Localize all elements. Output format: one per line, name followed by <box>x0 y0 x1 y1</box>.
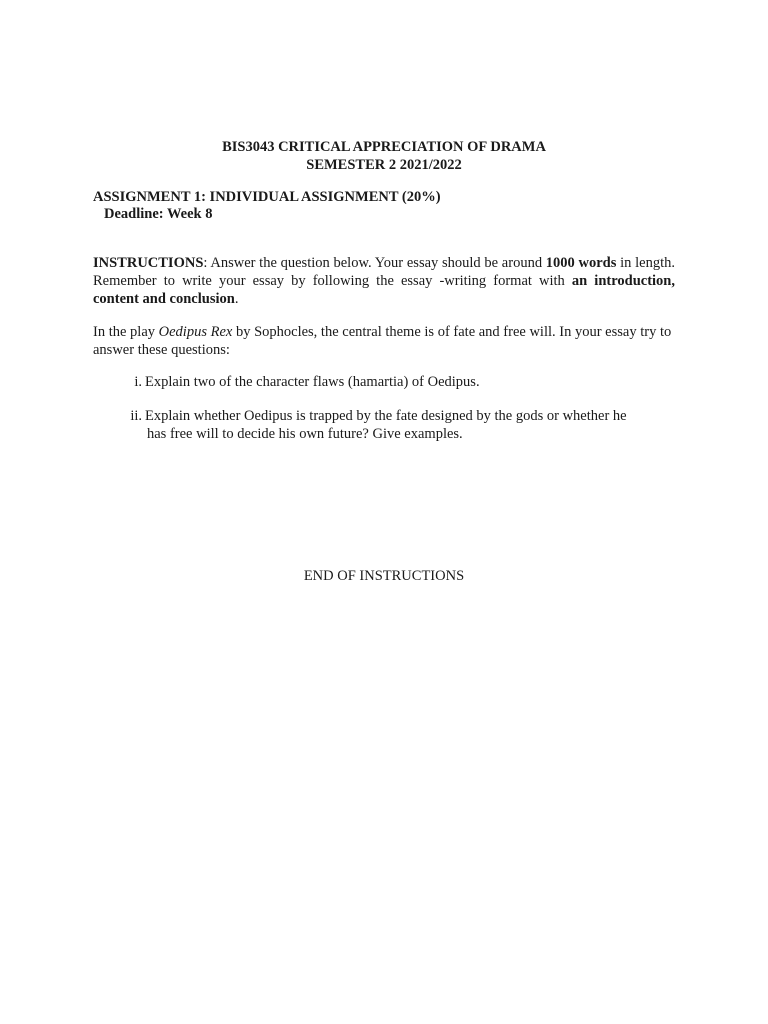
course-heading <box>0 138 768 174</box>
question-item <box>130 407 675 443</box>
course-line: BIS3043 CRITICAL APPRECIATION OF DRAMA <box>222 139 546 155</box>
instructions-text-1: : Answer the question below. Your essay should be around <box>203 255 546 271</box>
question-item <box>130 373 675 391</box>
essay-format-parts: an introduction, content and conclusion <box>93 273 675 307</box>
instructions-text-2: in length. Remember to write your essay by following the essay -writing format with <box>93 255 675 289</box>
assignment-title: ASSIGNMENT 1: INDIVIDUAL ASSIGNMENT (20%) <box>93 189 441 205</box>
question-number: i. <box>134 374 142 390</box>
instructions-label: INSTRUCTIONS <box>93 255 204 271</box>
question-text-line-2: has free will to decide his own future? Give examples. <box>147 426 463 442</box>
play-title: Oedipus Rex <box>158 324 233 340</box>
deadline: Deadline: Week 8 <box>104 206 213 222</box>
intro-text-2: by Sophocles, the central theme is of fate and free will. In your essay try to answer these questions: <box>93 324 672 358</box>
question-text-line-1: Explain whether Oedipus is trapped by the fate designed by the gods or whether he <box>145 408 627 424</box>
intro-text-1: In the play <box>93 324 159 340</box>
word-count: 1000 words <box>545 255 617 271</box>
semester-line: SEMESTER 2 2021/2022 <box>306 157 462 173</box>
question-text: Explain two of the character flaws (hamartia) of Oedipus. <box>145 374 480 390</box>
intro-paragraph <box>93 323 675 359</box>
instructions-paragraph <box>93 254 675 308</box>
instructions-text-3: . <box>234 291 239 307</box>
end-of-instructions: END OF INSTRUCTIONS <box>303 568 465 584</box>
question-number: ii. <box>130 408 142 424</box>
